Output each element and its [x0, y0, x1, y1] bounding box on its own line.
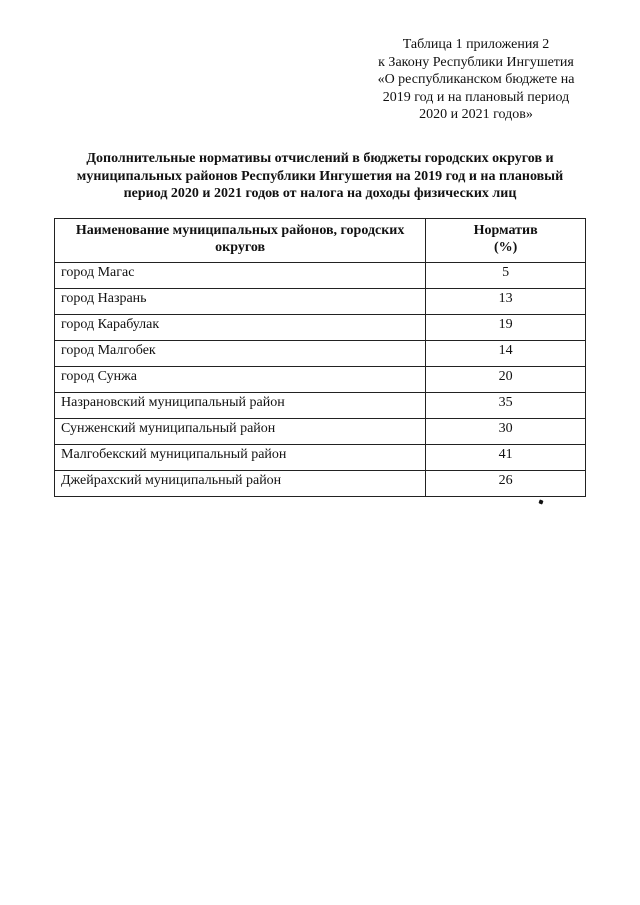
title-line: период 2020 и 2021 годов от налога на доходы физических лиц [123, 186, 517, 201]
municipality-name: город Карабулак [55, 315, 426, 341]
header-norm [426, 219, 586, 263]
norm-value: 19 [426, 315, 586, 341]
table-row [55, 315, 586, 341]
norms-table [54, 218, 586, 497]
appendix-reference [340, 36, 612, 124]
municipality-name: Назрановский муниципальный район [55, 393, 426, 419]
header-municipality-line: Наименование муниципальных районов, городских [75, 223, 405, 238]
table-header-row [55, 219, 586, 263]
table-row [55, 471, 586, 497]
ink-mark [538, 499, 543, 504]
table-row [55, 289, 586, 315]
header-norm-line: (%) [493, 240, 518, 255]
norm-value: 26 [426, 471, 586, 497]
norm-value: 5 [426, 263, 586, 289]
document-title [54, 150, 586, 203]
header-norm-line: Норматив [473, 223, 538, 238]
appendix-line: 2019 год и на плановый период [382, 89, 570, 105]
appendix-line: 2020 и 2021 годов» [419, 107, 533, 122]
header-municipality [55, 219, 426, 263]
appendix-line: к Закону Республики Ингушетия [378, 54, 574, 70]
table-row [55, 341, 586, 367]
municipality-name: город Назрань [55, 289, 426, 315]
norm-value: 30 [426, 419, 586, 445]
municipality-name: город Сунжа [55, 367, 426, 393]
title-line: Дополнительные нормативы отчислений в бюджеты городских округов и [86, 151, 554, 166]
appendix-line: «О республиканском бюджете на [377, 72, 575, 87]
header-municipality-line: округов [215, 240, 266, 255]
norm-value: 35 [426, 393, 586, 419]
table-row [55, 367, 586, 393]
title-line: муниципальных районов Республики Ингушетия на 2019 год и на плановый [76, 168, 564, 184]
table-row [55, 419, 586, 445]
table-row [55, 263, 586, 289]
norm-value: 41 [426, 445, 586, 471]
appendix-line: Таблица 1 приложения 2 [402, 37, 550, 52]
municipality-name: Джейрахский муниципальный район [55, 471, 426, 497]
norm-value: 13 [426, 289, 586, 315]
table-row [55, 445, 586, 471]
municipality-name: Сунженский муниципальный район [55, 419, 426, 445]
table-row [55, 393, 586, 419]
norm-value: 14 [426, 341, 586, 367]
municipality-name: город Магас [55, 263, 426, 289]
norm-value: 20 [426, 367, 586, 393]
municipality-name: Малгобекский муниципальный район [55, 445, 426, 471]
municipality-name: город Малгобек [55, 341, 426, 367]
